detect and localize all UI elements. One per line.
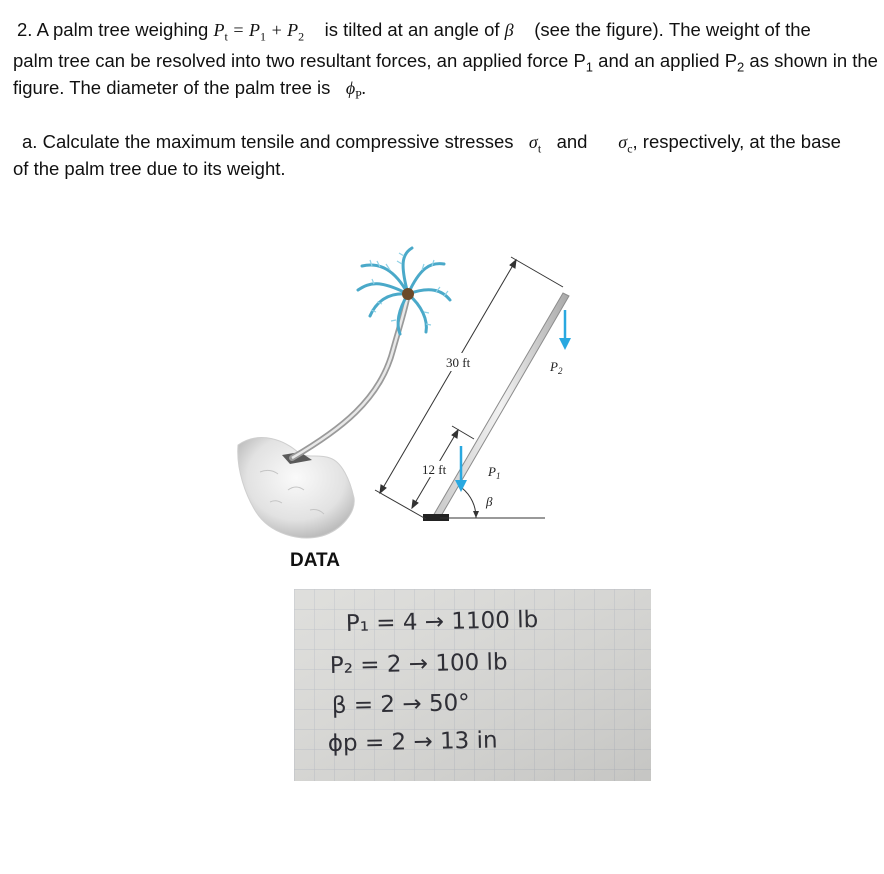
sigma-c-symbol: $\sigma_c$ [618,132,633,156]
beta-symbol: β [504,20,514,40]
problem-number: 2. [17,19,33,40]
data-line-2: P₂ = 2 → 100 lb [329,649,508,679]
part-a-label: a. [22,131,38,152]
diameter-symbol: $\phi_P$. [345,78,367,102]
problem-line-1 [17,17,811,43]
handwritten-data-photo [294,589,651,781]
force-p2-label: $P_2$ [550,359,563,376]
weight-equation: $P_t = P_1 + P_2$ [213,20,305,44]
dimension-12ft-label: 12 ft [422,462,447,477]
problem-intro: A palm tree weighing [36,19,209,40]
data-heading: DATA [290,550,340,571]
part-a-line-1: a. Calculate the maximum tensile and compressive stresses $\sigma_t$ and $\sigma_c$, respectively, at the base [22,131,841,156]
data-line-4: ϕp = 2 → 13 in [327,727,498,757]
data-line-3: β = 2 → 50° [331,690,470,719]
force-p1-label: $P_1$ [488,464,501,481]
palm-trunk [292,294,408,458]
problem-line-3: figure. The diameter of the palm tree is $\phi_P$. [13,77,367,102]
dimension-30ft-label: 30 ft [446,355,471,370]
data-line-1: P₁ = 4 → 1100 lb [345,606,539,637]
see-figure-text: (see the figure). The weight of the [534,19,811,40]
force-p2-arrow [559,310,571,350]
problem-line-2: palm tree can be resolved into two resultant forces, an applied force $P_1$ and an applied $P_2$ as shown in the [13,50,878,75]
palm-tree-figure [230,240,590,540]
tilt-text: is tilted at an angle of [324,19,500,40]
beta-angle-label: β [486,494,493,509]
coconut-cluster [402,288,414,300]
sigma-t-symbol: $\sigma_t$ [528,132,542,156]
pole-model [433,293,569,516]
part-a-line-2: of the palm tree due to its weight. [13,158,286,179]
